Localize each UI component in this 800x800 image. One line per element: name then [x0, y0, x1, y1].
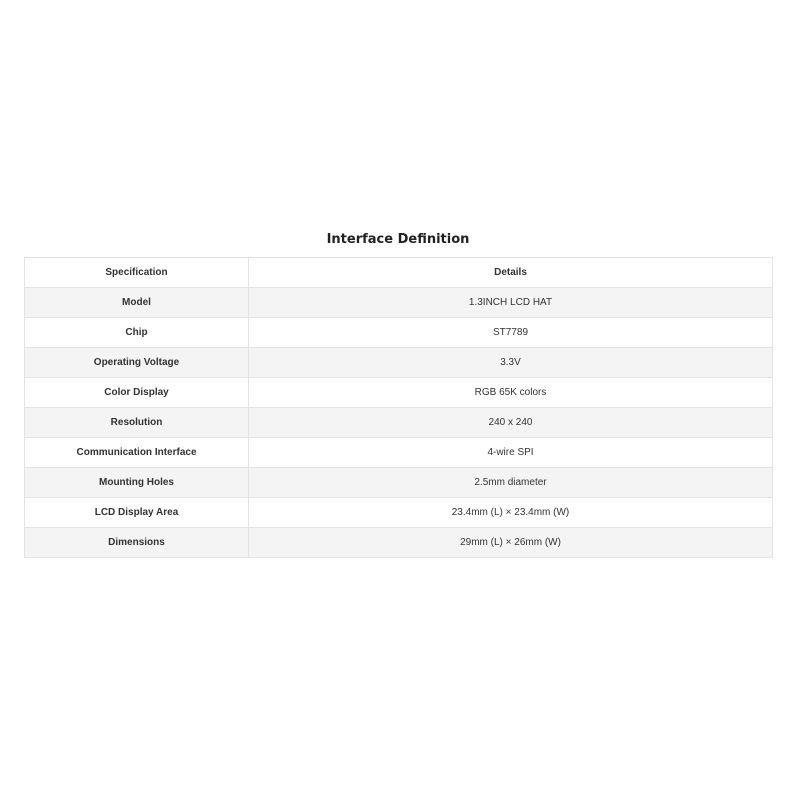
detail-cell: 3.3V [249, 348, 773, 378]
table-row [25, 288, 773, 318]
table-row [25, 408, 773, 438]
detail-cell: 4-wire SPI [249, 438, 773, 468]
spec-cell: Mounting Holes [25, 468, 249, 498]
spec-table [24, 257, 773, 558]
detail-cell: 29mm (L) × 26mm (W) [249, 528, 773, 558]
table-row [25, 318, 773, 348]
spec-cell: Model [25, 288, 249, 318]
table-row [25, 348, 773, 378]
detail-cell: RGB 65K colors [249, 378, 773, 408]
table-header-row [25, 258, 773, 288]
header-specification: Specification [25, 258, 249, 288]
table-row [25, 498, 773, 528]
page-title: Interface Definition [326, 232, 470, 247]
table-row [25, 438, 773, 468]
spec-cell: Operating Voltage [25, 348, 249, 378]
spec-cell: LCD Display Area [25, 498, 249, 528]
spec-cell: Chip [25, 318, 249, 348]
table-row [25, 378, 773, 408]
detail-cell: 240 x 240 [249, 408, 773, 438]
spec-cell: Dimensions [25, 528, 249, 558]
detail-cell: 1.3INCH LCD HAT [249, 288, 773, 318]
table-row [25, 528, 773, 558]
detail-cell: ST7789 [249, 318, 773, 348]
spec-cell: Communication Interface [25, 438, 249, 468]
spec-cell: Resolution [25, 408, 249, 438]
detail-cell: 23.4mm (L) × 23.4mm (W) [249, 498, 773, 528]
spec-cell: Color Display [25, 378, 249, 408]
detail-cell: 2.5mm diameter [249, 468, 773, 498]
header-details: Details [249, 258, 773, 288]
table-row [25, 468, 773, 498]
